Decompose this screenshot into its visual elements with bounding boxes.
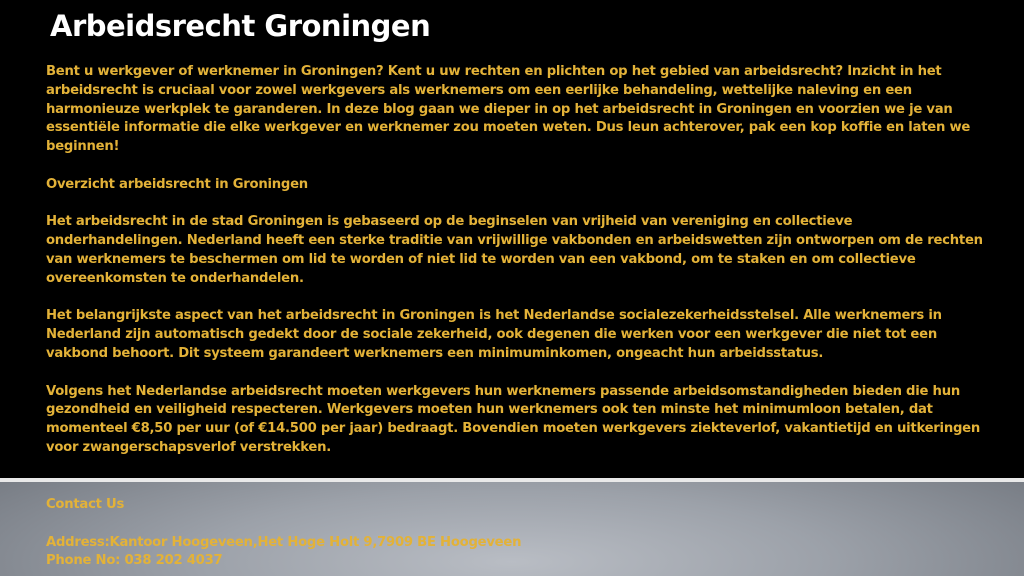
contact-phone: Phone No: 038 202 4037 [46,553,223,569]
article-body [46,63,986,477]
intro-paragraph: Bent u werkgever of werknemer in Groningen? Kent u uw rechten en plichten op het gebied van arbeidsrecht? Inzicht in het arbeidsrecht is cruciaal voor zowel werkgevers als werknemers om een eerlijke behandeling, wettelijke naleving en een harmonieuze werkplek te garanderen. In deze blog gaan we dieper in op het arbeidsrecht in Groningen en voorzien we je van essentiële informatie die elke werkgever en werknemer zou moeten weten. Dus leun achterover, pak een kop koffie en laten we beginnen! [46,64,971,155]
contact-address: Address:Kantoor Hoogeveen,Het Hoge Holt 9,7909 BE Hoogeveen [46,534,522,550]
footer-band [0,482,1024,576]
body-paragraph: Het arbeidsrecht in de stad Groningen is gebaseerd op de beginselen van vrijheid van vereniging en collectieve onderhandelingen. Nederland heeft een sterke traditie van vrijwillige vakbonden en arbeidswetten zijn ontworpen om de rechten van werknemers te beschermen om lid te worden of niet lid te worden van een vakbond, om te staken en om collectieve overeenkomsten te onderhandelen. [46,214,983,286]
page-title: Arbeidsrecht Groningen [50,9,431,43]
contact-heading: Contact Us [46,497,125,512]
contact-spacer [46,515,521,534]
body-paragraph: Het belangrijkste aspect van het arbeidsrecht in Groningen is het Nederlandse socialezekerheidsstelsel. Alle werknemers in Nederland zijn automatisch gedekt door de sociale zekerheid, ook degenen die werken voor een werkgever die niet tot een vakbond behoort. Dit systeem garandeert werknemers een minimuminkomen, ongeacht hun arbeidsstatus. [46,308,942,361]
contact-block [46,496,521,571]
section-heading: Overzicht arbeidsrecht in Groningen [46,176,308,192]
body-paragraph: Volgens het Nederlandse arbeidsrecht moeten werkgevers hun werknemers passende arbeidsomstandigheden bieden die hun gezondheid en veiligheid respecteren. Werkgevers moeten hun werknemers ook ten minste het minimumloon betalen, dat momenteel €8,50 per uur (of €14.500 per jaar) bedraagt. Bovendien moeten werkgevers ziekteverlof, vakantietijd en uitkeringen voor zwangerschapsverlof verstrekken. [46,383,980,455]
